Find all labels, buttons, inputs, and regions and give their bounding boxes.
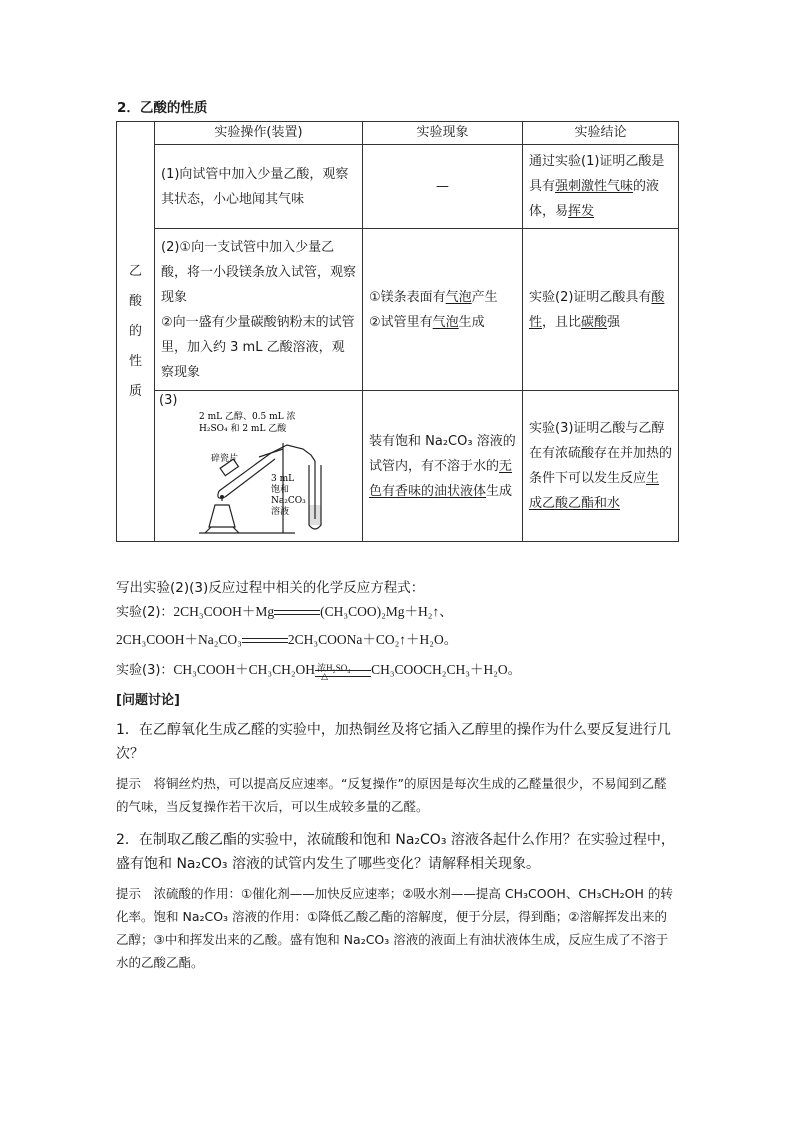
row1-phenomenon: — (363, 145, 523, 229)
fig-label: 饱和 (271, 485, 290, 495)
answer-blank: 无色有香味的油状液体 (369, 458, 513, 499)
text: 装有饱和 Na₂CO₃ 溶液的试管内，有不溶于水的 (369, 433, 516, 474)
header-conclusion: 实验结论 (523, 122, 679, 145)
answer-blank: 生成乙酸乙酯和水 (529, 471, 660, 511)
fig-label: 2 mL 乙醇、0.5 mL 浓 (199, 412, 296, 422)
fig-label: 3 mL (271, 474, 295, 484)
eq-left: 2CH₃COOH＋Mg (173, 604, 275, 619)
table-row (117, 391, 679, 542)
text: 产生 (471, 289, 498, 305)
table-row (117, 229, 679, 391)
row2-conclusion (523, 229, 679, 391)
text: 的液体，易 (529, 179, 660, 219)
side-char: 酸 (128, 293, 142, 309)
op-step: ②向一盛有少量碳酸钠粉末的试管里，加入约 3 mL 乙酸溶液，观察现象 (161, 314, 355, 380)
side-char: 质 (128, 383, 142, 399)
table-header-row (117, 122, 679, 145)
equals-sign (274, 607, 320, 619)
discussion-title: [问题讨论] (116, 693, 180, 708)
eq-right: 2CH₃COONa＋CO₂↑＋H₂O。 (287, 632, 458, 647)
table-row (117, 145, 679, 229)
answer-blank: 挥发 (568, 204, 595, 219)
row1-operation: (1)向试管中加入少量乙酸，观察其状态，小心地闻其气味 (155, 145, 363, 229)
condition-bottom: △ (321, 671, 328, 681)
fig-label: 溶液 (271, 507, 290, 517)
eq-label: 实验(3)： (116, 663, 174, 679)
phen-line (369, 285, 516, 310)
answer-blank: 气泡 (445, 289, 472, 305)
header-phenomenon: 实验现象 (363, 122, 523, 145)
side-char: 的 (128, 323, 142, 339)
phen-line (369, 310, 516, 335)
acetic-acid-properties-table (116, 121, 679, 542)
section-title: 2．乙酸的性质 (117, 100, 208, 116)
equals-sign (242, 635, 288, 647)
op-step: (2)①向一支试管中加入少量乙酸，将一小段镁条放入试管，观察现象 (161, 239, 357, 305)
answer-blank: 强刺激性气味 (555, 179, 634, 194)
fig-label: Na₂CO₃ (271, 496, 306, 506)
text: 强 (607, 314, 621, 330)
reaction-condition (315, 660, 371, 682)
row3-conclusion (523, 391, 679, 542)
esterification-apparatus (159, 409, 355, 539)
eq-left: CH₃COOH＋CH₃CH₂OH (173, 662, 316, 678)
row3-phenomenon (363, 391, 523, 542)
text: ②试管里有 (369, 314, 433, 330)
eq-label: 实验(2)： (116, 605, 174, 620)
fig-label: 碎瓷片 (211, 454, 239, 464)
op-label: (3) (159, 393, 178, 408)
side-char: 性 (128, 353, 142, 369)
text: 实验(2)证明乙酸具有 (529, 289, 652, 305)
fig-label: H₂SO₄ 和 2 mL 乙酸 (199, 424, 287, 434)
text: ，且比 (542, 314, 582, 330)
answer-blank: 气泡 (432, 314, 459, 330)
eq-right: (CH₃COO)₂Mg＋H₂↑、 (320, 604, 453, 619)
text: 通过实验(1)证明乙酸是具有 (529, 154, 665, 194)
eq-left: 2CH₃COOH＋Na₂CO₃ (116, 632, 242, 647)
answer-2: 提示 浓硫酸的作用：①催化剂——加快反应速率；②吸水剂——提高 CH₃COOH、CH₃CH₂OH 的转化率。饱和 Na₂CO₃ 溶液的作用：①降低乙酸乙酯的溶解度，便于分层，得到酯；②溶解挥发出来的乙醇；③中和挥发出来的乙酸。盛有饱和 Na₂CO₃ 溶液的液面上有油状液体生成，反应生成了不溶于水的乙酸乙酯。 (116, 886, 673, 970)
text: 生成 (458, 314, 485, 330)
equation-intro: 写出实验(2)(3)反应过程中相关的化学反应方程式： (116, 580, 425, 596)
side-label (117, 122, 155, 542)
question-2: 2．在制取乙酸乙酯的实验中，浓硫酸和饱和 Na₂CO₃ 溶液各起什么作用？在实验过程中，盛有饱和 Na₂CO₃ 溶液的试管内发生了哪些变化？请解释相关现象。 (116, 832, 675, 872)
equation-1 (116, 602, 678, 623)
row3-operation (155, 391, 363, 542)
answer-blank: 碳酸 (581, 314, 608, 330)
eq-right: CH₃COOCH₂CH₃＋H₂O。 (371, 662, 522, 678)
row2-operation (155, 229, 363, 391)
side-char: 乙 (128, 263, 142, 279)
equation-3 (116, 660, 678, 682)
text: 实验(3)证明乙酸与乙醇在有浓硫酸存在并加热的条件下可以发生反应 (529, 421, 673, 486)
answer-blank: 酸性 (529, 289, 665, 330)
answer-1: 提示 将铜丝灼热，可以提高反应速率。“反复操作”的原因是每次生成的乙醛量很少，不易闻到乙醛的气味，当反复操作若干次后，可以生成较多量的乙醛。 (116, 776, 667, 814)
row2-phenomenon (363, 229, 523, 391)
equation-2 (116, 630, 678, 650)
text: ①镁条表面有 (369, 289, 446, 305)
condition-top: 浓H₂SO₄ (317, 663, 351, 673)
header-operation: 实验操作(装置) (155, 122, 363, 145)
question-1: 1．在乙醇氧化生成乙醛的实验中，加热铜丝及将它插入乙醇里的操作为什么要反复进行几次？ (116, 722, 671, 762)
row1-conclusion (523, 145, 679, 229)
text: 生成 (486, 483, 513, 499)
